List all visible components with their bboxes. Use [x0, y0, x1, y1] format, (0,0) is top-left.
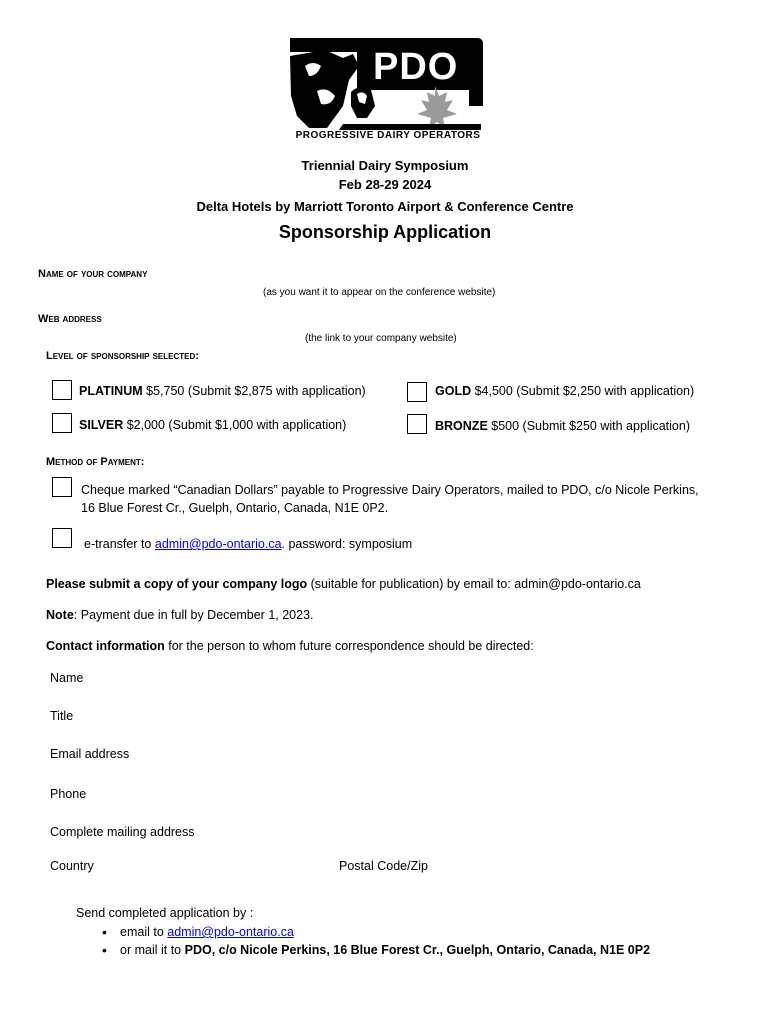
contact-info-note — [46, 639, 534, 653]
page-title: Sponsorship Application — [278, 222, 492, 242]
etransfer-email-link[interactable]: admin@pdo-ontario.ca — [154, 537, 282, 551]
payment-due-bold: Note — [46, 608, 74, 622]
event-name: Triennial Dairy Symposium — [301, 158, 469, 173]
send-email-prefix: email to — [120, 925, 168, 939]
gold-detail: $4,500 (Submit $2,250 with application) — [471, 384, 695, 398]
cheque-line-1: Cheque marked “Canadian Dollars” payable to Progressive Dairy Operators, mailed to PDO, c/o Nicole Perkins, — [81, 483, 699, 497]
logo-request-bold: Please submit a copy of your company logo — [46, 577, 308, 591]
silver-detail: $2,000 (Submit $1,000 with application) — [123, 418, 347, 432]
send-email-item — [98, 925, 650, 943]
bronze-checkbox[interactable] — [407, 414, 427, 434]
cheque-line-2: 16 Blue Forest Cr., Guelph, Ontario, Canada, N1E 0P2. — [81, 501, 389, 515]
cheque-checkbox[interactable] — [52, 477, 72, 497]
silver-option — [79, 418, 346, 432]
pdo-logo — [287, 36, 485, 146]
contact-country-label: Country — [50, 859, 94, 873]
send-intro: Send completed application by : — [76, 906, 254, 920]
contact-info-bold: Contact information — [46, 639, 165, 653]
web-address-hint: (the link to your company website) — [305, 333, 457, 344]
etransfer-checkbox[interactable] — [52, 528, 72, 548]
send-mail-item — [98, 943, 650, 961]
bronze-option — [435, 419, 690, 433]
contact-mailing-label: Complete mailing address — [50, 825, 195, 839]
platinum-checkbox[interactable] — [52, 380, 72, 400]
platinum-name: PLATINUM — [79, 384, 143, 398]
sponsorship-level-label: Level of sponsorship selected: — [46, 350, 199, 362]
logo-subtitle: PROGRESSIVE DAIRY OPERATORS — [295, 130, 481, 141]
gold-name: GOLD — [435, 384, 472, 398]
company-name-label: Name of your company — [38, 268, 148, 280]
etransfer-suffix: . password: symposium — [281, 537, 413, 551]
send-methods-list — [98, 925, 650, 961]
contact-title-label: Title — [50, 709, 74, 723]
logo-wordmark: PDO — [373, 46, 459, 88]
contact-postal-label: Postal Code/Zip — [339, 859, 428, 873]
logo-request-note — [46, 577, 641, 591]
gold-checkbox[interactable] — [407, 382, 427, 402]
platinum-detail: $5,750 (Submit $2,875 with application) — [142, 384, 366, 398]
payment-method-label: Method of Payment: — [46, 456, 145, 468]
etransfer-prefix: e-transfer to — [84, 537, 155, 551]
cheque-option — [81, 481, 721, 517]
silver-checkbox[interactable] — [52, 413, 72, 433]
send-mail-address: PDO, c/o Nicole Perkins, 16 Blue Forest Cr., Guelph, Ontario, Canada, N1E 0P2 — [184, 943, 651, 957]
contact-name-label: Name — [50, 671, 84, 685]
logo-request-rest: (suitable for publication) by email to: admin@pdo-ontario.ca — [307, 577, 641, 591]
contact-phone-label: Phone — [50, 787, 87, 801]
payment-due-note — [46, 608, 314, 622]
etransfer-option — [84, 537, 412, 551]
event-venue: Delta Hotels by Marriott Toronto Airport & Conference Centre — [196, 199, 574, 214]
send-mail-prefix: or mail it to — [120, 943, 185, 957]
event-dates: Feb 28-29 2024 — [338, 177, 432, 192]
web-address-label: Web address — [38, 313, 102, 325]
platinum-option — [79, 384, 366, 398]
gold-option — [435, 384, 694, 398]
payment-due-rest: : Payment due in full by December 1, 2023. — [73, 608, 314, 622]
bronze-detail: $500 (Submit $250 with application) — [487, 419, 690, 433]
contact-email-label: Email address — [50, 747, 130, 761]
send-email-link[interactable]: admin@pdo-ontario.ca — [167, 925, 294, 939]
contact-info-rest: for the person to whom future correspondence should be directed: — [164, 639, 534, 653]
company-name-hint: (as you want it to appear on the conference website) — [263, 287, 496, 298]
silver-name: SILVER — [79, 418, 124, 432]
bronze-name: BRONZE — [435, 419, 488, 433]
